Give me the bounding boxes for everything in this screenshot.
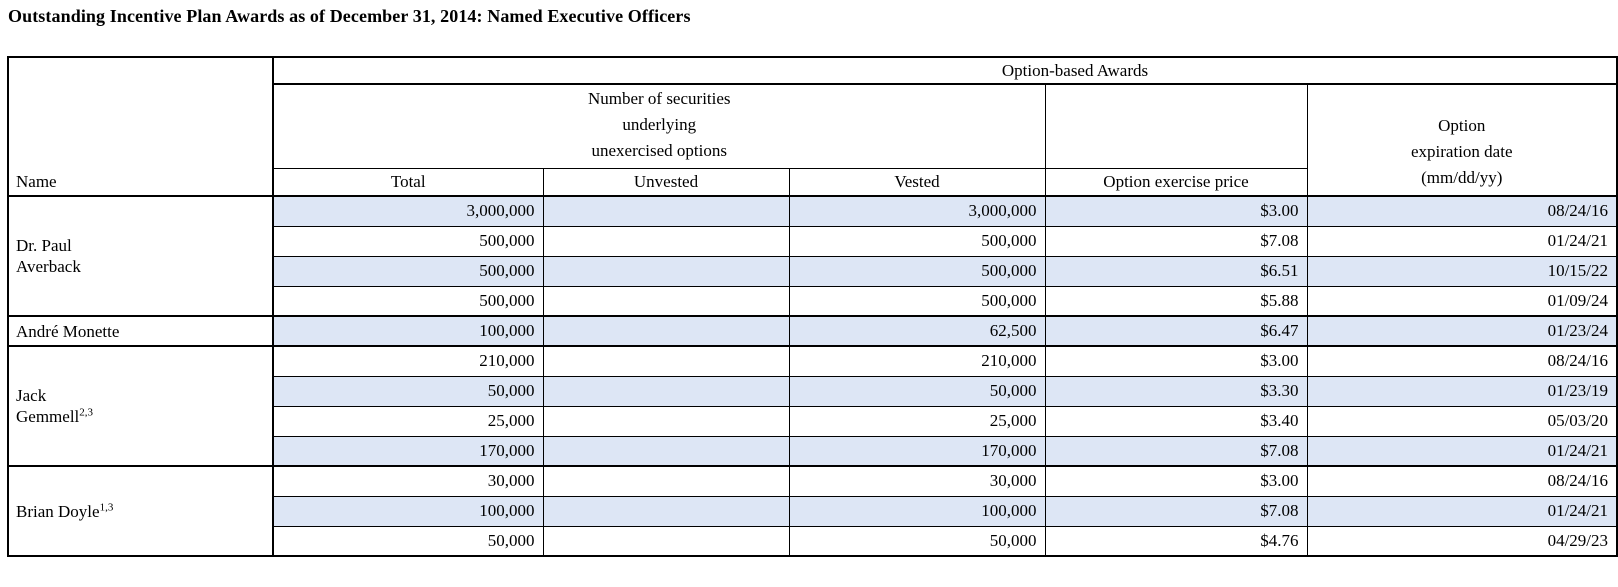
officer-name-cell: Jack Gemmell$^{2,3}$ <box>8 346 273 466</box>
expiry-cell: 08/24/16 <box>1307 466 1617 496</box>
footnote-superscript: 2,3 <box>79 406 94 419</box>
total-cell: 50,000 <box>273 376 543 406</box>
unvested-cell <box>543 196 789 226</box>
price-cell: $7.08 <box>1045 226 1307 256</box>
unvested-cell <box>543 286 789 316</box>
total-cell: 50,000 <box>273 526 543 556</box>
total-cell: 3,000,000 <box>273 196 543 226</box>
expiry-cell: 08/24/16 <box>1307 196 1617 226</box>
col-header-expiration-date: Option expiration date (mm/dd/yy) <box>1307 84 1617 196</box>
expiry-cell: 01/09/24 <box>1307 286 1617 316</box>
price-cell: $3.00 <box>1045 466 1307 496</box>
vested-cell: 62,500 <box>789 316 1045 346</box>
col-header-securities: Number of securities underlying unexercised options <box>273 84 1045 168</box>
officer-name-cell: Dr. Paul Averback <box>8 196 273 316</box>
unvested-cell <box>543 466 789 496</box>
total-cell: 500,000 <box>273 256 543 286</box>
unvested-cell <box>543 316 789 346</box>
unvested-cell <box>543 376 789 406</box>
price-cell: $7.08 <box>1045 496 1307 526</box>
awards-table <box>7 56 1618 557</box>
expiry-cell: 08/24/16 <box>1307 346 1617 376</box>
vested-cell: 3,000,000 <box>789 196 1045 226</box>
price-cell: $3.40 <box>1045 406 1307 436</box>
page-title: Outstanding Incentive Plan Awards as of December 31, 2014: Named Executive Officers <box>8 6 691 26</box>
footnote-superscript: 1,3 <box>99 500 114 513</box>
col-header-unvested: Unvested <box>543 168 789 196</box>
price-cell: $7.08 <box>1045 436 1307 466</box>
price-cell: $5.88 <box>1045 286 1307 316</box>
unvested-cell <box>543 256 789 286</box>
vested-cell: 170,000 <box>789 436 1045 466</box>
table-row <box>8 196 1617 226</box>
price-cell: $6.47 <box>1045 316 1307 346</box>
unvested-cell <box>543 226 789 256</box>
officer-name-cell: Brian Doyle$^{1,3}$ <box>8 466 273 556</box>
expiry-cell: 01/24/21 <box>1307 436 1617 466</box>
total-cell: 210,000 <box>273 346 543 376</box>
col-header-option-based-awards: Option-based Awards <box>273 57 1617 84</box>
total-cell: 500,000 <box>273 286 543 316</box>
col-header-vested: Vested <box>789 168 1045 196</box>
col-header-option-exercise-price: Option exercise price <box>1045 168 1307 196</box>
price-cell: $4.76 <box>1045 526 1307 556</box>
col-header-empty <box>1045 84 1307 168</box>
header-row-awards <box>8 57 1617 84</box>
table-body <box>8 196 1617 556</box>
expiry-cell: 05/03/20 <box>1307 406 1617 436</box>
expiry-cell: 04/29/23 <box>1307 526 1617 556</box>
table-row <box>8 466 1617 496</box>
expiry-cell: 01/23/24 <box>1307 316 1617 346</box>
vested-cell: 500,000 <box>789 226 1045 256</box>
vested-cell: 50,000 <box>789 526 1045 556</box>
table-header <box>8 57 1617 196</box>
vested-cell: 100,000 <box>789 496 1045 526</box>
vested-cell: 30,000 <box>789 466 1045 496</box>
col-header-total: Total <box>273 168 543 196</box>
vested-cell: 500,000 <box>789 286 1045 316</box>
expiry-cell: 01/24/21 <box>1307 496 1617 526</box>
col-header-name: Name <box>8 57 273 196</box>
unvested-cell <box>543 346 789 376</box>
total-cell: 25,000 <box>273 406 543 436</box>
unvested-cell <box>543 526 789 556</box>
expiry-cell: 10/15/22 <box>1307 256 1617 286</box>
expiry-cell: 01/24/21 <box>1307 226 1617 256</box>
price-cell: $3.00 <box>1045 346 1307 376</box>
total-cell: 500,000 <box>273 226 543 256</box>
total-cell: 30,000 <box>273 466 543 496</box>
total-cell: 100,000 <box>273 496 543 526</box>
price-cell: $3.00 <box>1045 196 1307 226</box>
expiry-cell: 01/23/19 <box>1307 376 1617 406</box>
vested-cell: 50,000 <box>789 376 1045 406</box>
officer-name-cell: André Monette <box>8 316 273 346</box>
unvested-cell <box>543 436 789 466</box>
price-cell: $6.51 <box>1045 256 1307 286</box>
price-cell: $3.30 <box>1045 376 1307 406</box>
unvested-cell <box>543 406 789 436</box>
table-row <box>8 316 1617 346</box>
vested-cell: 25,000 <box>789 406 1045 436</box>
unvested-cell <box>543 496 789 526</box>
total-cell: 100,000 <box>273 316 543 346</box>
total-cell: 170,000 <box>273 436 543 466</box>
vested-cell: 210,000 <box>789 346 1045 376</box>
table-row <box>8 346 1617 376</box>
vested-cell: 500,000 <box>789 256 1045 286</box>
